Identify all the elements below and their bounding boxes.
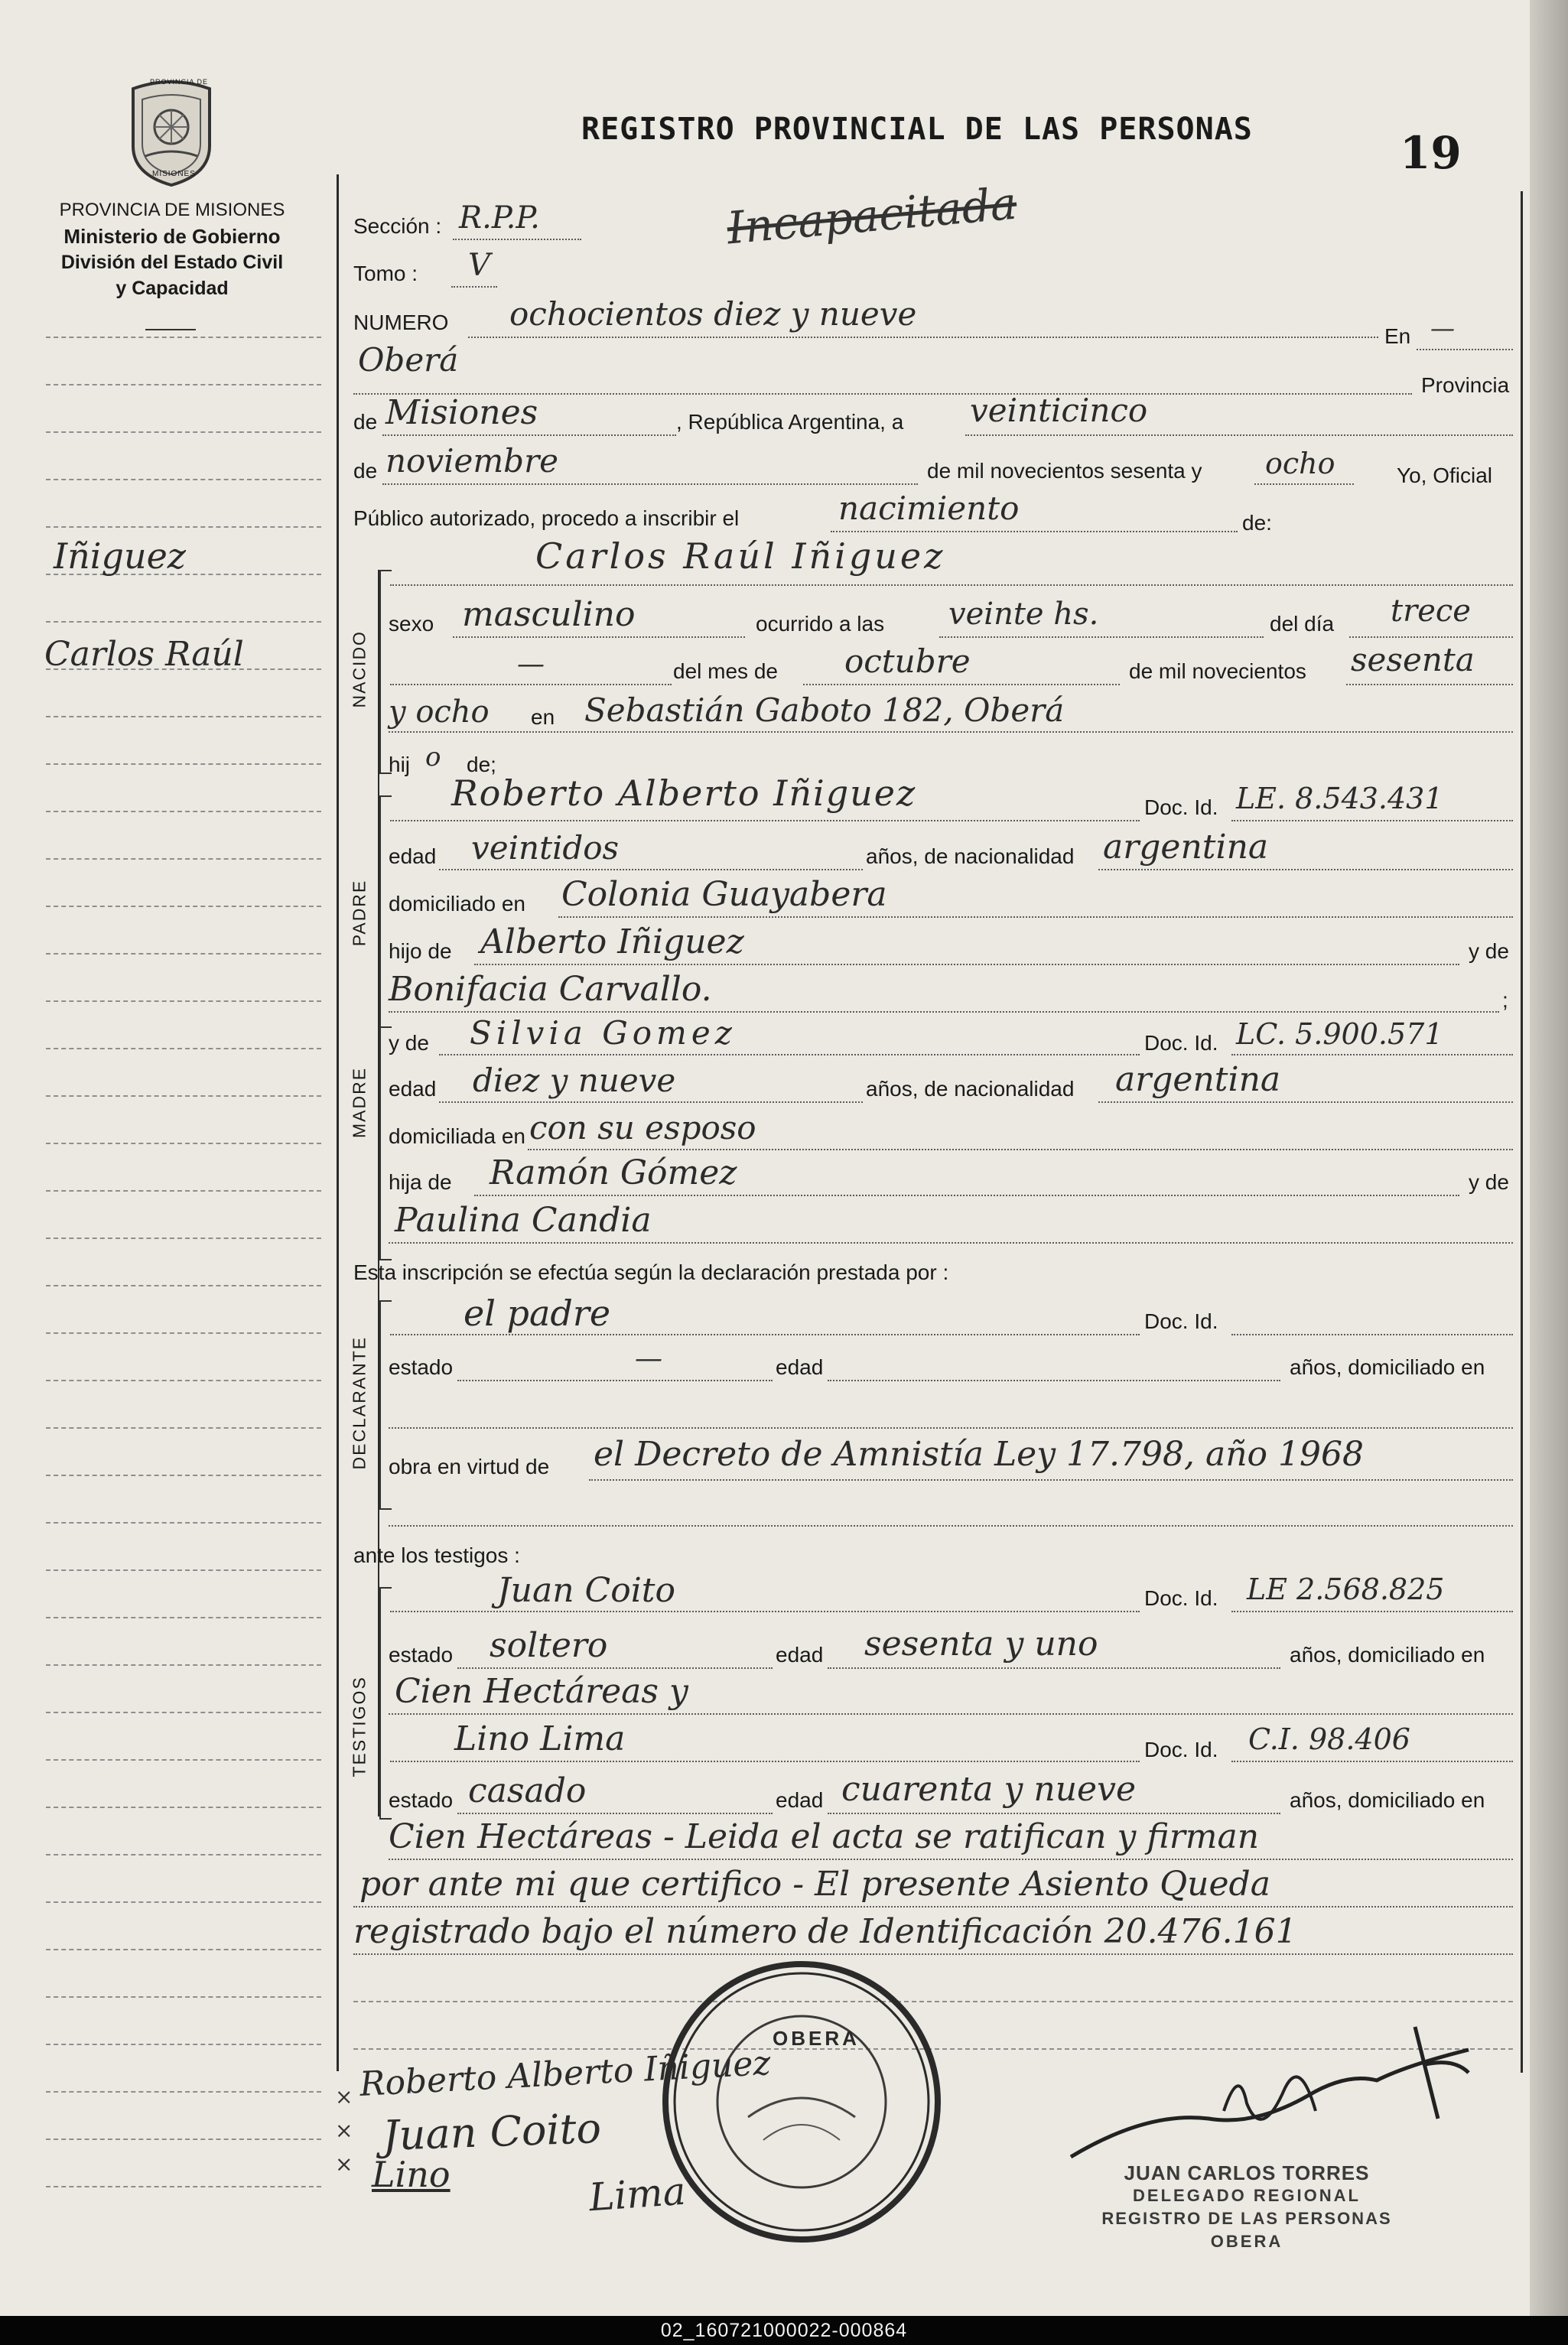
value-declarante: el padre xyxy=(464,1293,611,1334)
label-madre-y-de: y de xyxy=(389,1031,429,1055)
signature-oficial xyxy=(1117,2111,1124,2112)
image-id-bar xyxy=(0,2316,1568,2345)
value-padre-edad: veintidos xyxy=(471,829,620,867)
dotline-anio-inscripcion xyxy=(1254,483,1354,485)
side-label-nacido: NACIDO xyxy=(349,630,369,708)
dotline-lugar-nacimiento xyxy=(389,731,1513,733)
margin-rule xyxy=(46,337,321,338)
label-padre-doc: Doc. Id. xyxy=(1144,795,1218,819)
label-de-mil: de mil novecientos xyxy=(1129,659,1306,683)
value-testigo2-estado: casado xyxy=(468,1771,587,1810)
value-padre-nombre: Roberto Alberto Iñiguez xyxy=(451,772,917,814)
label-de-provincia: de xyxy=(353,410,378,434)
dotline-madre-y-de xyxy=(389,1242,1513,1244)
dotline-anio-nacimiento xyxy=(1346,684,1513,685)
margin-rule xyxy=(46,1949,321,1950)
stamp-line-4: OBERA xyxy=(1210,2232,1283,2251)
margin-rule xyxy=(46,2186,321,2187)
value-mes-nacimiento: octubre xyxy=(844,642,971,680)
value-madre-doc: LC. 5.900.571 xyxy=(1236,1017,1443,1051)
value-nombre-nacido: Carlos Raúl Iñiguez xyxy=(535,535,946,577)
stamp-line-3: REGISTRO DE LAS PERSONAS xyxy=(1101,2209,1392,2228)
label-declarante-anios: años, domiciliado en xyxy=(1290,1355,1485,1379)
label-testigo2-doc: Doc. Id. xyxy=(1144,1738,1218,1761)
value-dia-nacimiento: trece xyxy=(1391,594,1471,629)
dotline-testigo2 xyxy=(390,1761,1140,1762)
dotline-declarante-edad xyxy=(828,1380,1280,1381)
margin-given-names: Carlos Raúl xyxy=(44,635,244,674)
dotline-cierre-1 xyxy=(389,1859,1513,1860)
dotline-madre-doc xyxy=(1231,1054,1513,1055)
margin-rule xyxy=(46,1522,321,1524)
margin-rule xyxy=(46,858,321,860)
value-padre-domicilio: Colonia Guayabera xyxy=(561,875,887,914)
annotation-stamp: Incapacitada xyxy=(724,177,1019,255)
label-padre-domicilio: domiciliado en xyxy=(389,892,525,916)
value-cierre-3: registrado bajo el número de Identificación 20.476.161 xyxy=(353,1912,1297,1951)
label-sexo: sexo xyxy=(389,612,434,636)
dotline-madre-nacionalidad xyxy=(1098,1101,1513,1103)
dotline-padre-doc xyxy=(1231,820,1513,821)
dotline-padre-hijo-de xyxy=(474,964,1459,965)
dotline-padre-domicilio xyxy=(558,916,1513,918)
dotline-tomo xyxy=(451,286,497,288)
value-padre-hijo-de: Alberto Iñiguez xyxy=(480,922,744,961)
value-padre-y-de: Bonifacia Carvallo. xyxy=(389,970,712,1009)
dotline-mes-inscripcion xyxy=(382,483,918,485)
margin-rule xyxy=(46,1238,321,1239)
signature-testigo1: Juan Coito xyxy=(381,2104,602,2160)
dotline-cierre-2 xyxy=(353,1906,1513,1908)
dotline-seccion xyxy=(453,239,581,240)
value-padre-doc: LE. 8.543.431 xyxy=(1236,782,1443,815)
margin-rule xyxy=(46,953,321,955)
division-line-1: División del Estado Civil xyxy=(60,252,284,273)
dotline-mes-nacimiento xyxy=(803,684,1120,685)
margin-rule xyxy=(46,1190,321,1192)
margin-rule xyxy=(46,2138,321,2140)
dotline-declarante-estado xyxy=(457,1380,773,1381)
margin-surname: Iñiguez xyxy=(54,535,187,577)
dotline-testigo1-edad xyxy=(828,1667,1280,1669)
label-padre-edad: edad xyxy=(389,844,437,868)
margin-rule xyxy=(46,1854,321,1856)
value-madre-edad: diez y nueve xyxy=(473,1062,676,1099)
dotline-testigo1-domicilio xyxy=(389,1713,1513,1715)
value-en: — xyxy=(1430,314,1455,343)
image-id-label: 02_160721000022-000864 xyxy=(660,2320,908,2341)
signature-lima: Lima xyxy=(587,2168,688,2220)
label-del-mes: del mes de xyxy=(673,659,778,683)
value-testigo2-edad: cuarenta y nueve xyxy=(841,1770,1136,1809)
label-testigo1-anios: años, domiciliado en xyxy=(1290,1643,1485,1667)
label-padre-hijo-de: hijo de xyxy=(389,939,452,963)
label-testigo1-edad: edad xyxy=(776,1643,824,1667)
label-mil-sesenta: de mil novecientos sesenta y xyxy=(927,459,1202,483)
value-testigo1-doc: LE 2.568.825 xyxy=(1247,1573,1445,1606)
margin-rule xyxy=(46,1807,321,1808)
margin-rule xyxy=(46,1664,321,1666)
dotline-madre-hija-de xyxy=(474,1195,1459,1196)
value-cierre-1: Cien Hectáreas - Leida el acta se ratifican y firman xyxy=(389,1817,1260,1856)
margin-rule xyxy=(46,431,321,433)
province-name: PROVINCIA DE MISIONES xyxy=(59,200,285,220)
label-del-dia: del día xyxy=(1270,612,1335,636)
label-hij: hij xyxy=(389,753,411,776)
signature-testigo2: Lino xyxy=(372,2154,451,2195)
side-label-declarante: DECLARANTE xyxy=(349,1335,369,1470)
crest-label-bottom: MISIONES xyxy=(152,170,196,178)
value-anio-inscripcion: ocho xyxy=(1265,447,1335,480)
label-declarante-doc: Doc. Id. xyxy=(1144,1309,1218,1333)
value-obra: el Decreto de Amnistía Ley 17.798, año 1968 xyxy=(594,1435,1364,1474)
dotline-obra-2 xyxy=(389,1525,1513,1527)
value-ciudad: Oberá xyxy=(358,341,459,379)
label-de-mes: de xyxy=(353,459,378,483)
dotline-dash-nacimiento xyxy=(390,684,672,685)
ministry-name: Ministerio de Gobierno xyxy=(63,225,281,248)
margin-rule xyxy=(46,763,321,765)
dotline-padre-nacionalidad xyxy=(1098,869,1513,870)
official-seal-icon xyxy=(656,1956,947,2247)
margin-rule xyxy=(46,1427,321,1429)
label-madre-hija-de: hija de xyxy=(389,1170,452,1194)
label-testigo1-doc: Doc. Id. xyxy=(1144,1586,1218,1610)
value-testigo1: Juan Coito xyxy=(497,1571,675,1610)
margin-rule xyxy=(46,1475,321,1476)
form-left-border xyxy=(337,174,339,2071)
margin-rule xyxy=(46,716,321,717)
value-madre-nombre: Silvia Gomez xyxy=(470,1014,737,1052)
value-madre-domicilio: con su esposo xyxy=(529,1109,756,1146)
value-padre-nacionalidad: argentina xyxy=(1103,828,1269,867)
dotline-padre-edad xyxy=(439,869,863,870)
label-testigo2-estado: estado xyxy=(389,1788,454,1812)
book-binding xyxy=(1530,0,1568,2316)
dotline-cierre-3 xyxy=(353,1953,1513,1955)
value-cierre-2: por ante mi que certifico - El presente Asiento Queda xyxy=(359,1865,1270,1904)
dotline-acto xyxy=(831,531,1238,532)
value-testigo1-edad: sesenta y uno xyxy=(864,1625,1098,1664)
label-declarante-estado: estado xyxy=(389,1355,454,1379)
value-testigo2: Lino Lima xyxy=(454,1719,626,1758)
label-madre-doc: Doc. Id. xyxy=(1144,1031,1218,1055)
margin-rule xyxy=(46,1095,321,1097)
signature-crosses: × × × xyxy=(335,2084,353,2177)
label-numero: NUMERO xyxy=(353,311,449,334)
section-bracket-nacido xyxy=(379,570,392,774)
margin-rule xyxy=(46,1569,321,1571)
label-padre-anios-nac: años, de nacionalidad xyxy=(866,844,1075,868)
margin-rule xyxy=(46,1380,321,1381)
dotline-testigo1-estado xyxy=(457,1667,773,1669)
label-republica: , República Argentina, a xyxy=(676,410,904,434)
value-anio-nacimiento-2: y ocho xyxy=(389,694,490,730)
value-hij-o: o xyxy=(425,742,441,772)
label-ante-testigos: ante los testigos : xyxy=(353,1543,520,1567)
page-number: 19 xyxy=(1400,127,1462,179)
value-declarante-estado: — xyxy=(635,1343,662,1374)
label-en: En xyxy=(1384,324,1411,348)
margin-rule xyxy=(46,1000,321,1002)
dotline-provincia xyxy=(382,434,676,436)
value-madre-y-de: Paulina Candia xyxy=(395,1201,652,1240)
label-tomo: Tomo : xyxy=(353,262,418,285)
seal-text xyxy=(581,1927,589,1935)
dotline-declarante-domicilio xyxy=(389,1427,1513,1429)
value-testigo1-estado: soltero xyxy=(490,1626,608,1665)
margin-rule xyxy=(46,1712,321,1713)
label-obra: obra en virtud de xyxy=(389,1455,550,1478)
crest-label-top: PROVINCIA DE xyxy=(150,78,209,86)
label-de-colon: de: xyxy=(1242,511,1272,535)
label-declarante-edad: edad xyxy=(776,1355,824,1379)
label-seccion: Sección : xyxy=(353,214,442,238)
seal-city: OBERA xyxy=(773,2027,860,2050)
value-madre-hija-de: Ramón Gómez xyxy=(490,1153,737,1192)
dotline-nombre-nacido xyxy=(390,584,1513,586)
dotline-dia-nacimiento xyxy=(1349,636,1513,638)
margin-rule xyxy=(46,1759,321,1761)
margin-rule xyxy=(46,2044,321,2045)
value-testigo1-domicilio: Cien Hectáreas y xyxy=(395,1672,688,1711)
value-mes-inscripcion: noviembre xyxy=(385,442,558,480)
signature-oficial-icon xyxy=(1056,2019,1484,2172)
dotline-madre-edad xyxy=(439,1101,863,1103)
label-testigo2-edad: edad xyxy=(776,1788,824,1812)
label-provincia: Provincia xyxy=(1421,373,1510,397)
label-madre-domicilio: domiciliada en xyxy=(389,1124,525,1148)
signature-padre: Roberto Alberto Iñiguez xyxy=(359,2043,772,2105)
label-testigo1-estado: estado xyxy=(389,1643,454,1667)
margin-rule xyxy=(46,1996,321,1998)
value-provincia: Misiones xyxy=(385,393,538,432)
label-testigo2-anios: años, domiciliado en xyxy=(1290,1788,1485,1812)
margin-rule xyxy=(46,621,321,623)
division-line-2: y Capacidad xyxy=(115,278,229,299)
value-madre-nacionalidad: argentina xyxy=(1115,1060,1281,1099)
section-bracket-testigos xyxy=(379,1587,392,1820)
label-madre-y-de-2: y de xyxy=(1469,1170,1509,1194)
header-divider xyxy=(145,329,196,330)
dotline-testigo1 xyxy=(390,1611,1140,1612)
dotline-declarante xyxy=(390,1334,1140,1335)
margin-rule xyxy=(46,1143,321,1144)
label-padre-y-de: y de xyxy=(1469,939,1509,963)
value-numero: ochocientos diez y nueve xyxy=(509,295,917,333)
dotline-testigo2-edad xyxy=(828,1813,1280,1814)
form-right-border xyxy=(1521,191,1523,2073)
side-label-padre: PADRE xyxy=(349,879,369,947)
dotline-padre-y-de xyxy=(389,1011,1499,1013)
dotline-dia-inscripcion xyxy=(965,434,1513,436)
label-declaracion: Esta inscripción se efectúa según la declaración prestada por : xyxy=(353,1260,949,1284)
margin-rule xyxy=(46,1285,321,1286)
dotline-madre-nombre xyxy=(439,1054,1140,1055)
label-ocurrido: ocurrido a las xyxy=(756,612,885,636)
stamp-block xyxy=(1071,2161,1423,2253)
margin-rule xyxy=(46,526,321,528)
dotline-padre-nombre xyxy=(390,820,1140,821)
value-anio-nacimiento: sesenta xyxy=(1351,641,1475,678)
dotline-declarante-doc xyxy=(1231,1334,1513,1335)
left-header xyxy=(31,197,314,301)
label-yo-oficial: Yo, Oficial xyxy=(1397,463,1493,487)
margin-rule xyxy=(46,1901,321,1903)
label-en-lugar: en xyxy=(531,705,555,729)
value-dia-inscripcion: veinticinco xyxy=(970,392,1148,429)
value-seccion: R.P.P. xyxy=(459,200,540,236)
stamp-line-1: JUAN CARLOS TORRES xyxy=(1124,2161,1370,2184)
value-hora: veinte hs. xyxy=(948,597,1099,632)
stamp-line-2: DELEGADO REGIONAL xyxy=(1133,2186,1361,2205)
label-de-semicolon: de; xyxy=(467,753,496,776)
margin-rule xyxy=(46,2091,321,2093)
dotline-numero xyxy=(468,337,1378,338)
label-madre-edad: edad xyxy=(389,1077,437,1101)
margin-rule xyxy=(46,1048,321,1049)
dotline-testigo2-estado xyxy=(457,1813,773,1814)
value-testigo2-doc: C.I. 98.406 xyxy=(1248,1722,1410,1756)
label-publico: Público autorizado, procedo a inscribir el xyxy=(353,506,740,530)
dotline-sexo xyxy=(453,636,745,638)
registry-title: REGISTRO PROVINCIAL DE LAS PERSONAS xyxy=(581,112,1253,147)
value-dash-nacimiento: — xyxy=(517,649,545,680)
value-acto: nacimiento xyxy=(838,489,1020,527)
dotline-testigo1-doc xyxy=(1231,1611,1513,1612)
margin-rule xyxy=(46,1332,321,1334)
margin-rule xyxy=(46,811,321,812)
margin-rule xyxy=(46,479,321,480)
dotline-en xyxy=(1417,349,1513,350)
side-label-madre: MADRE xyxy=(349,1066,369,1139)
side-label-testigos: TESTIGOS xyxy=(349,1676,369,1777)
margin-rule xyxy=(46,384,321,385)
dotline-obra xyxy=(589,1479,1513,1481)
dotline-madre-domicilio xyxy=(528,1149,1513,1150)
label-padre-semicolon: ; xyxy=(1502,988,1508,1012)
label-madre-anios-nac: años, de nacionalidad xyxy=(866,1077,1075,1101)
value-lugar-nacimiento: Sebastián Gaboto 182, Oberá xyxy=(584,691,1065,729)
value-sexo: masculino xyxy=(462,595,636,634)
value-tomo: V xyxy=(468,248,490,283)
margin-rule xyxy=(46,906,321,907)
dotline-hora xyxy=(939,636,1264,638)
dotline-testigo2-doc xyxy=(1231,1761,1513,1762)
margin-rule xyxy=(46,1617,321,1618)
